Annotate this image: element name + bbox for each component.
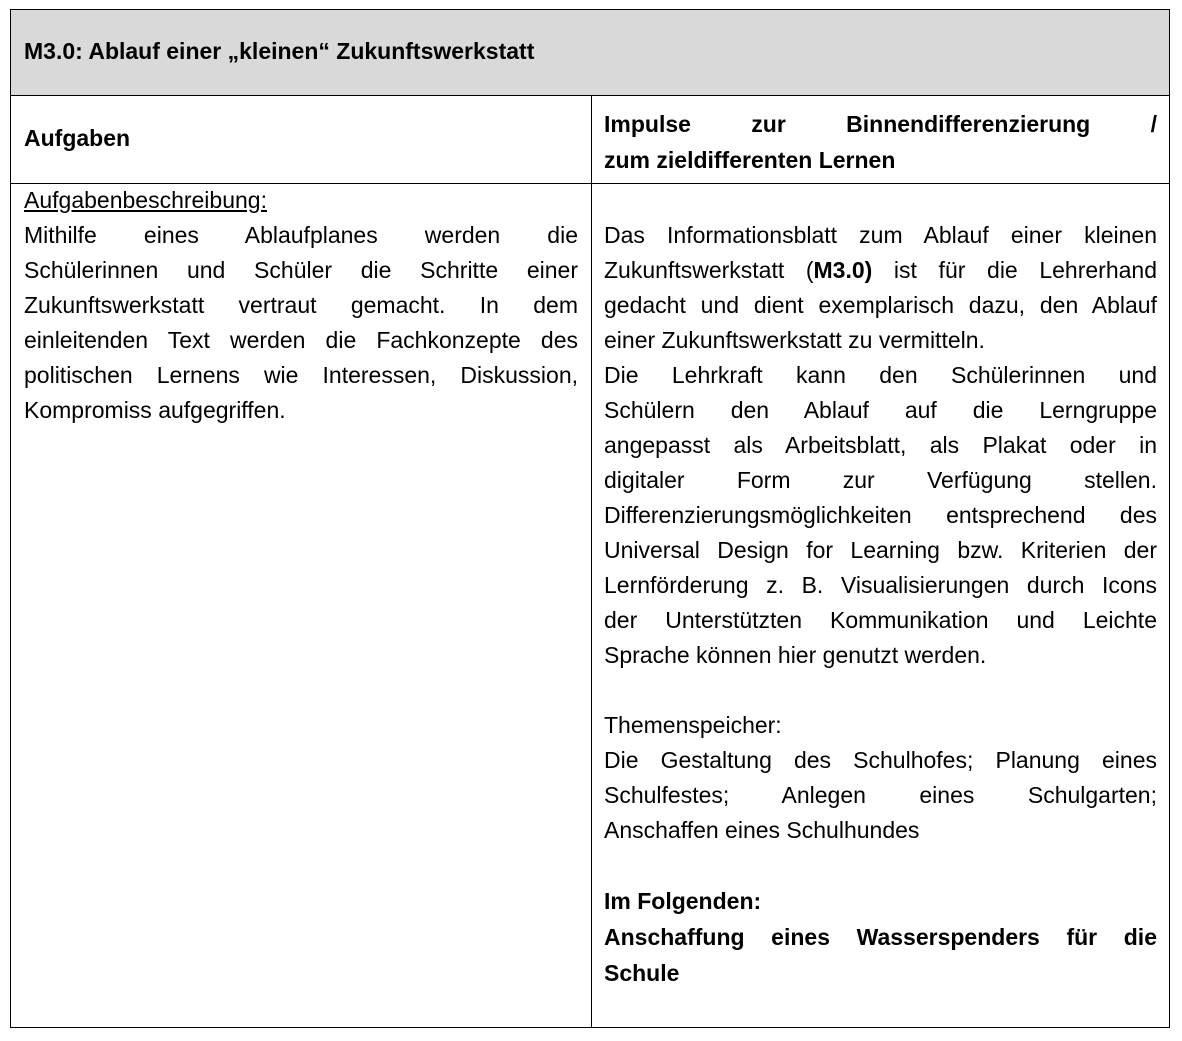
header-aufgaben: Aufgaben (24, 125, 131, 151)
teacher-line-2: Schülern den Ablauf auf die Lerngruppe (604, 397, 1157, 423)
teacher-line-7: Lernförderung z. B. Visualisierungen durch Icons (604, 572, 1157, 598)
task-description-cell (24, 183, 578, 428)
differentiation-cell (604, 218, 1157, 991)
info-line-3: gedacht und dient exemplarisch dazu, den Ablauf (604, 292, 1157, 318)
teacher-line-8: der Unterstützten Kommunikation und Leichte (604, 607, 1157, 633)
info-line-4: einer Zukunftswerkstatt zu vermitteln. (604, 327, 985, 353)
page-title: M3.0: Ablauf einer „kleinen“ Zukunftswerkstatt (24, 38, 535, 64)
following-line-1: Anschaffung eines Wasserspenders für die (604, 924, 1157, 950)
info-line-2-text: Zukunftswerkstatt ( (604, 257, 814, 283)
task-line-6: Kompromiss aufgegriffen. (24, 397, 286, 423)
header-impulse-line1: Impulse zur Binnendifferenzierung / (604, 111, 1157, 137)
info-line-2-rest: ist für die Lehrerhand (872, 257, 1157, 283)
task-line-2: Schülerinnen und Schüler die Schritte einer (24, 257, 578, 283)
task-line-5: politischen Lernens wie Interessen, Diskussion, (24, 362, 578, 388)
spacer (604, 848, 1157, 883)
themes-line-3: Anschaffen eines Schulhundes (604, 817, 920, 843)
task-description-heading: Aufgabenbeschreibung: (24, 187, 267, 213)
material-ref-m3: M3.0) (813, 257, 873, 283)
header-impulse-line2: zum zieldifferenten Lernen (604, 147, 896, 173)
teacher-line-9: Sprache können hier genutzt werden. (604, 642, 987, 668)
task-line-1: Mithilfe eines Ablaufplanes werden die (24, 222, 578, 248)
info-line-1: Das Informationsblatt zum Ablauf einer kleinen (604, 222, 1157, 248)
teacher-line-5: Differenzierungsmöglichkeiten entsprechend des (604, 502, 1157, 528)
following-heading: Im Folgenden: (604, 888, 762, 914)
teacher-line-4: digitaler Form zur Verfügung stellen. (604, 467, 1157, 493)
task-line-4: einleitenden Text werden die Fachkonzepte des (24, 327, 578, 353)
info-line-2 (604, 253, 1157, 288)
themes-line-2: Schulfestes; Anlegen eines Schulgarten; (604, 782, 1157, 808)
themes-line-1: Die Gestaltung des Schulhofes; Planung eines (604, 747, 1157, 773)
document-table (10, 9, 1170, 1028)
spacer (604, 673, 1157, 708)
themes-heading: Themenspeicher: (604, 712, 782, 738)
teacher-line-1: Die Lehrkraft kann den Schülerinnen und (604, 362, 1157, 388)
teacher-line-6: Universal Design for Learning bzw. Kriterien der (604, 537, 1157, 563)
column-divider (591, 96, 592, 1027)
task-line-3: Zukunftswerkstatt vertraut gemacht. In dem (24, 292, 578, 318)
teacher-line-3: angepasst als Arbeitsblatt, als Plakat oder in (604, 432, 1157, 458)
header-impulse (604, 106, 1157, 178)
following-line-2: Schule (604, 960, 680, 986)
title-row (11, 10, 1169, 96)
